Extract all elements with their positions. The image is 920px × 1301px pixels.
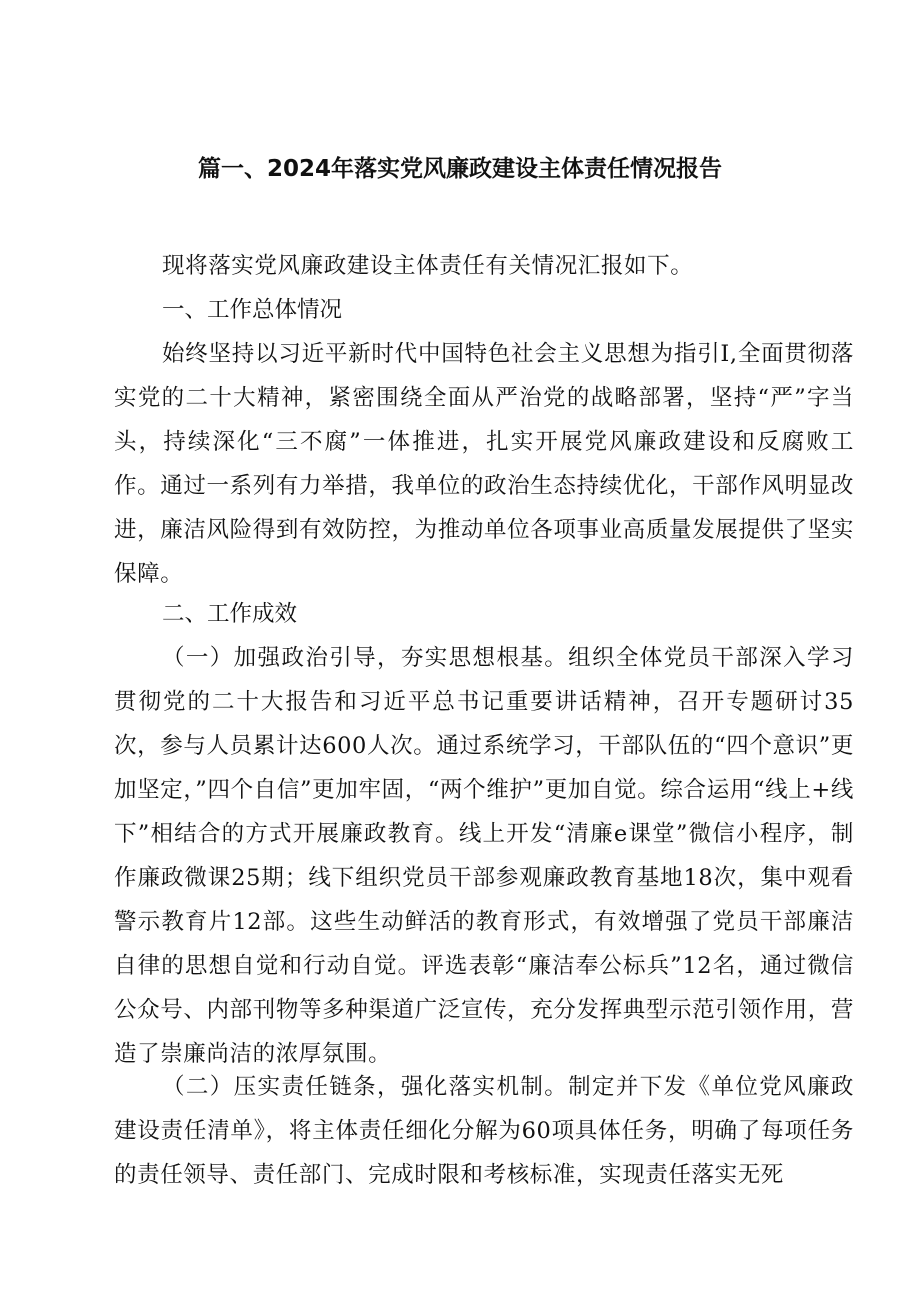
document-title: 篇一、2024年落实党风廉政建设主体责任情况报告 <box>197 156 722 182</box>
section-paragraph-overall: 始终坚持以习近平新时代中国特色社会主义思想为指引I,全面贯彻落实党的二十大精神，紧密围绕全面从严治党的战略部署，坚持“严”字当头，持续深化“三不腐”一体推进，扎实开展党风廉政建设和反腐败工作。通过一系列有力举措，我单位的政治生态持续优化，干部作风明显改进，廉洁风险得到有效防控，为推动单位各项事业高质量发展提供了坚实保障。 <box>114 341 854 587</box>
section-heading-overall: 一、工作总体情况 <box>162 297 343 323</box>
results-paragraph-political-guidance: （一）加强政治引导，夯实思想根基。组织全体党员干部深入学习贯彻党的二十大报告和习近平总书记重要讲话精神，召开专题研讨35次，参与人员累计达600人次。通过系统学习，干部队伍的“四个意识”更加坚定，”四个自信”更加牢固，“两个维护”更加自觉。综合运用“线上+线下”相结合的方式开展廉政教育。线上开发“清廉e课堂”微信小程序，制作廉政微课25期；线下组织党员干部参观廉政教育基地18次，集中观看警示教育片12部。这些生动鲜活的教育形式，有效增强了党员干部廉洁自律的思想自觉和行动自觉。评选表彰“廉洁奉公标兵”12名，通过微信公众号、内部刊物等多种渠道广泛宣传，充分发挥典型示范引领作用，营造了崇廉尚洁的浓厚氛围。 <box>114 645 854 1067</box>
section-heading-results: 二、工作成效 <box>162 601 298 627</box>
results-paragraph-responsibility-chain: （二）压实责任链条，强化落实机制。制定并下发《单位党风廉政建设责任清单》，将主体责任细化分解为60项具体任务，明确了每项任务的责任领导、责任部门、完成时限和考核标准，实现责任落实无死 <box>114 1074 854 1188</box>
intro-paragraph: 现将落实党风廉政建设主体责任有关情况汇报如下。 <box>162 253 694 279</box>
